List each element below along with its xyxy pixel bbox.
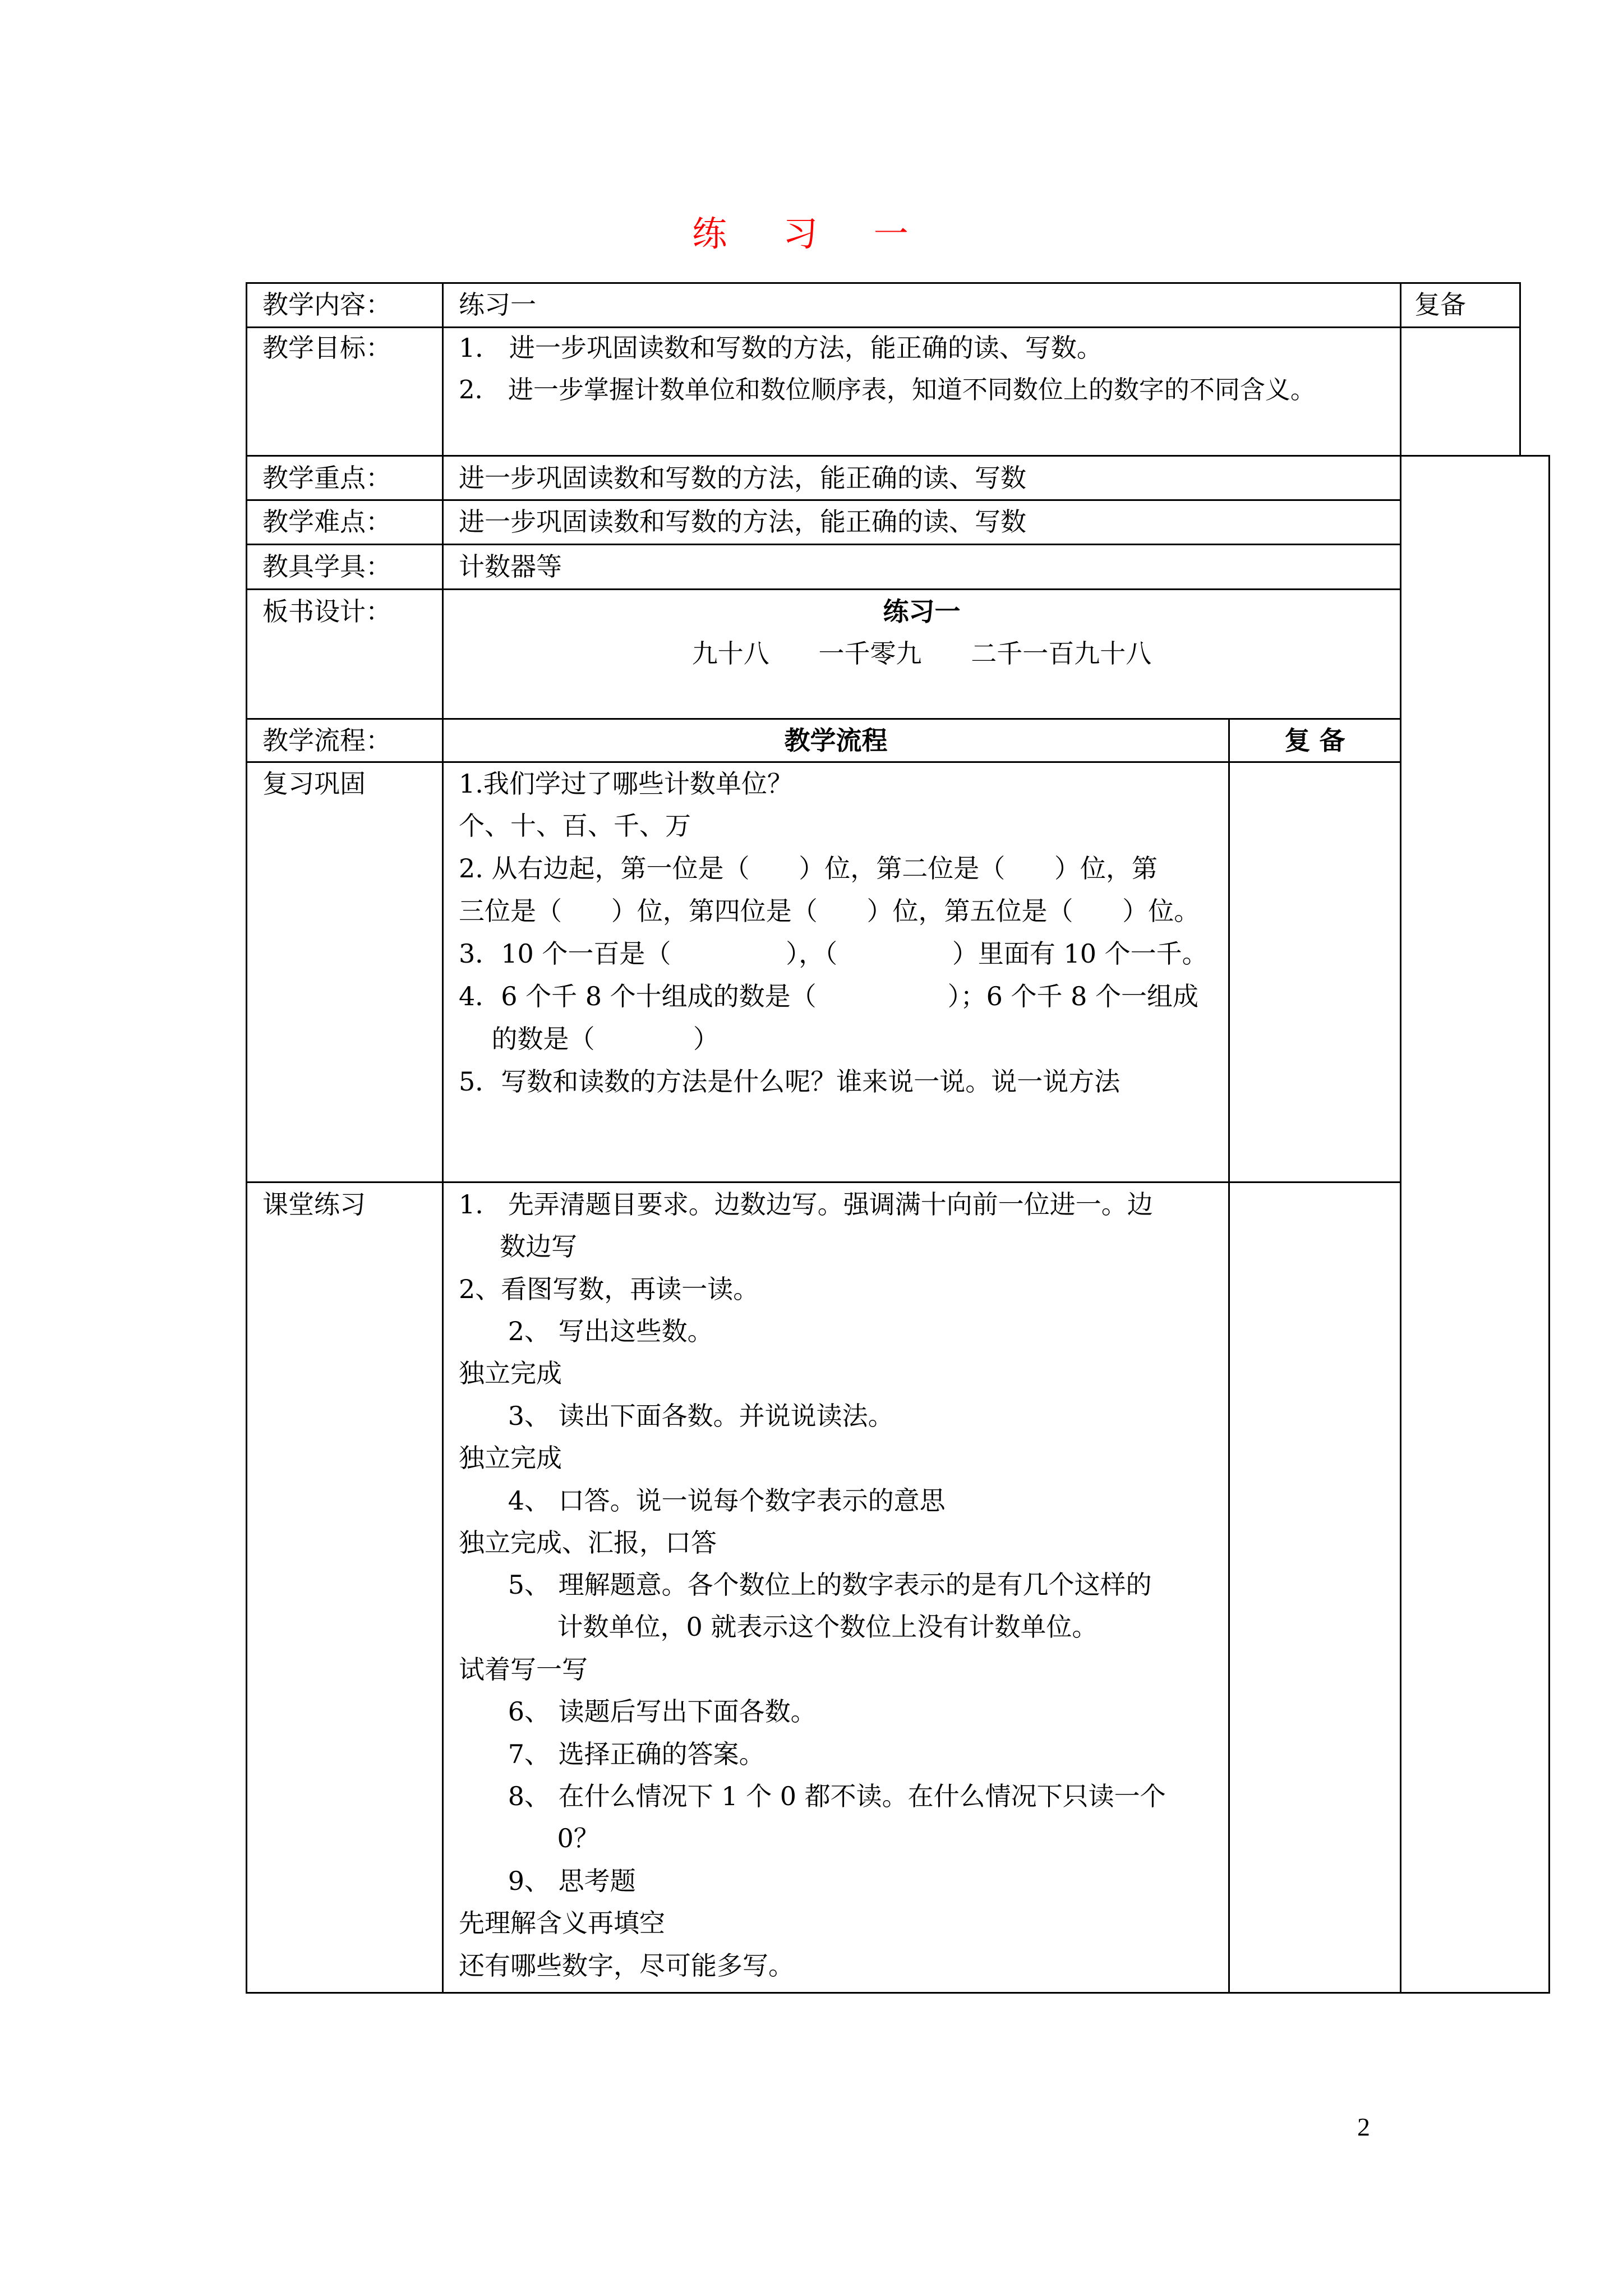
practice-line: 还有哪些数字，尽可能多写。 (459, 1950, 794, 1981)
practice-line: 独立完成、汇报，口答 (459, 1527, 717, 1558)
practice-line: 7、 选择正确的答案。 (459, 1739, 765, 1769)
flow-review-heading: 复 备 (1284, 725, 1345, 756)
review-line: 三位是（ ）位，第四位是（ ）位，第五位是（ ）位。 (459, 896, 1200, 926)
page-title: 练 习 一 (692, 213, 931, 254)
practice-line: 5、 理解题意。各个数位上的数字表示的是有几个这样的 (459, 1570, 1152, 1600)
review-line: 的数是（ ） (459, 1024, 719, 1054)
page-number: 2 (1357, 2113, 1370, 2141)
key-point-label: 教学重点： (262, 463, 391, 493)
difficulty-label: 教学难点： (262, 507, 391, 537)
practice-line: 4、 口答。说一说每个数字表示的意思 (459, 1485, 946, 1516)
key-point-value: 进一步巩固读数和写数的方法，能正确的读、写数 (459, 463, 1026, 493)
board-line: 九十八 一千零九 二千一百九十八 (691, 638, 1152, 669)
practice-line: 数边写 (459, 1231, 578, 1262)
practice-line: 2、看图写数，再读一读。 (459, 1274, 759, 1304)
flow-label: 教学流程： (262, 725, 391, 756)
practice-line: 试着写一写 (459, 1654, 588, 1685)
practice-label: 课堂练习 (262, 1189, 366, 1220)
review-label: 复习巩固 (262, 769, 366, 799)
practice-line: 独立完成 (459, 1358, 562, 1388)
practice-line: 2、 写出这些数。 (459, 1316, 713, 1346)
practice-line: 独立完成 (459, 1443, 562, 1473)
review-line: 1.我们学过了哪些计数单位？ (459, 769, 793, 799)
review-line: 个、十、百、千、万 (459, 811, 691, 841)
practice-line: 1. 先弄清题目要求。边数边写。强调满十向前一位进一。边 (459, 1189, 1153, 1220)
review-line: 2. 从右边起，第一位是（ ）位，第二位是（ ）位，第 (459, 853, 1158, 884)
flow-heading: 教学流程 (784, 725, 888, 756)
tools-label: 教具学具： (262, 551, 391, 582)
goals-label: 教学目标： (262, 333, 391, 363)
goal-item: 2． 进一步掌握计数单位和数位顺序表，知道不同数位上的数字的不同含义。 (459, 375, 1316, 404)
practice-line: 9、 思考题 (459, 1866, 636, 1896)
practice-line: 先理解含义再填空 (459, 1908, 665, 1938)
review-line: 4．6 个千 8 个十组成的数是（ ）；6 个千 8 个一组成 (459, 981, 1199, 1011)
practice-line: 8、 在什么情况下 1 个 0 都不读。在什么情况下只读一个 (459, 1781, 1166, 1811)
board-heading: 练习一 (883, 596, 961, 627)
practice-line: 计数单位，0 就表示这个数位上没有计数单位。 (459, 1612, 1098, 1642)
difficulty-value: 进一步巩固读数和写数的方法，能正确的读、写数 (459, 507, 1026, 537)
board-label: 板书设计： (262, 596, 391, 627)
tools-value: 计数器等 (459, 551, 562, 582)
content-value: 练习一 (459, 289, 536, 320)
content-label: 教学内容： (262, 289, 391, 320)
practice-line: 0？ (459, 1823, 600, 1853)
review-prep-label: 复备 (1414, 289, 1466, 320)
practice-line: 3、 读出下面各数。并说说读法。 (459, 1401, 894, 1431)
goal-item: 1． 进一步巩固读数和写数的方法，能正确的读、写数。 (459, 333, 1103, 363)
review-line: 5．写数和读数的方法是什么呢？谁来说一说。说一说方法 (459, 1066, 1121, 1097)
practice-line: 6、 读题后写出下面各数。 (459, 1696, 817, 1727)
review-line: 3．10 个一百是（ ），（ ）里面有 10 个一千。 (459, 938, 1208, 969)
